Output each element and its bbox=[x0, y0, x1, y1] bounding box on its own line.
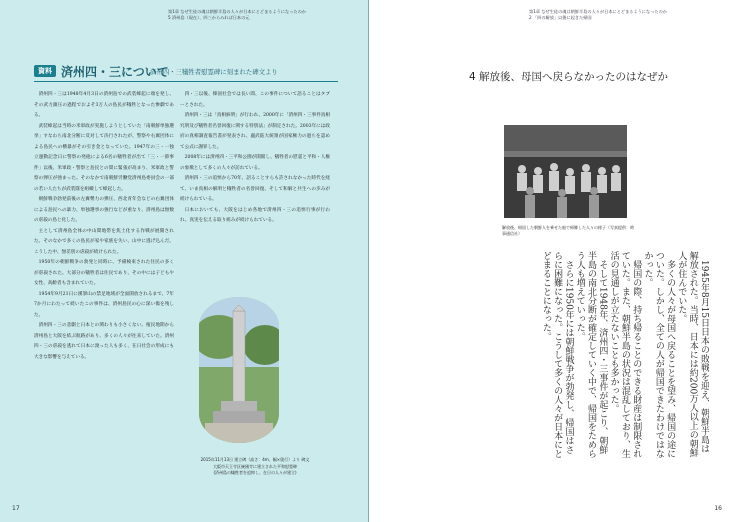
right-column-text bbox=[180, 90, 330, 290]
right-page bbox=[369, 0, 736, 522]
repatriation-photo bbox=[504, 125, 627, 218]
paragraph: 日本においても、大阪をはじめ各地で済州四・三の追悼行事が行われ、真実を伝える取り組みが続けられている。 bbox=[180, 207, 330, 223]
repatriation-illustration bbox=[504, 125, 627, 218]
paragraph: 1954年9月21日に漢拏山の禁足地域が全面開放されるまで、7年7か月にわたって続いたこの事件は、済州島民の心に深い傷を残した。 bbox=[34, 291, 174, 318]
paragraph: 1945年8月15日日本の敗戦を迎え、朝鮮半島は解放された。当時、日本には約200万人以上の朝鮮人が住んでいた。 bbox=[676, 251, 709, 458]
paragraph: 武装蜂起は当時の米軍政が実施しようとしていた「南朝鮮単独選挙」すなわち南北分断に反対して決行されたが、警察や右翼団体による島民への横暴がその引き金となっていた。1947年の三・一独立運動記念日に警察の発砲による6名の犠牲者が出て「三・一節事件」以後、米軍政・警察と島民との間に緊張が高まり、米軍政と警察の弾圧が強まった。そのなかで南朝鮮労働党済州島委員会の一部の若い人たちが武装隊を組織して蜂起した。 bbox=[34, 123, 174, 192]
section-tag-badge: 資料 bbox=[34, 65, 56, 77]
paragraph: 主として済州島全体の中山間地帯を焦土化する作戦が展開された。そのなかで多くの島民が家や家族を失い、山中に逃げ込んだ。こうした中、無差別の虐殺が続けられた。 bbox=[34, 228, 174, 255]
section-title: 4 解放後、母国へ戻らなかったのはなぜか bbox=[469, 71, 669, 83]
right-running-head-line2: 2 「四の解放」以後に起きた帰国 bbox=[529, 15, 592, 20]
right-page-number: 16 bbox=[714, 505, 722, 512]
paragraph: 1950年の朝鮮戦争の勃発と同時に、予備検束された住民の多くが虐殺された。大部分の犠牲者は住民であり、その中には子どもや女性、高齢者も含まれていた。 bbox=[34, 260, 174, 286]
section-title: 済州四・三について bbox=[61, 65, 169, 79]
paragraph: 済州四・三の追悼から70年、語ることすらも許されなかった時代を経て、いま真相の解明と犠牲者の名誉回復、そして和解と共生への歩みが続けられている。 bbox=[180, 176, 330, 202]
paragraph: 済州四・三は「真相糾明」が行われ、2000年に「済州四・三事件真相究明及び犠牲者名誉回復に関する特別法」が制定された。2003年には政府の真相調査報告書が発表され、盧武鉉大統領が国家権力の過ちを認めて公式に謝罪した。 bbox=[180, 113, 330, 150]
memorial-photo bbox=[199, 297, 279, 443]
repatriation-photo-caption: 解放後、帰国した朝鮮人を乗せた船で帰郷した人々の様子（写真提供：時事通信社） bbox=[502, 225, 634, 236]
paragraph: 朝鮮戦争勃発前後の左翼勢力の弾圧、西北青年会などの右翼団体による島民への暴力、単独選挙の強行などが重なり、済州島は無数の虐殺の島と化した。 bbox=[34, 197, 174, 223]
paragraph: 帰国の際、持ち帰ることのできる財産は制限されていた。また、朝鮮半島の状況は混乱しており、生活の見通しが立たないことも多かった。 bbox=[608, 251, 642, 458]
paragraph: 済州四・三の悲劇と日本との関わりも小さくない。植民地期から済州島と大阪を結ぶ航路があり、多くの人々が往来していた。済州四・三の虐殺を逃れて日本に渡った人も多く、在日社会の形成にも大きな影響を与えている。 bbox=[34, 323, 174, 360]
caption-line: (済州島の犠牲者を追悼し、在日の人々が建立) bbox=[213, 470, 297, 475]
caption-line: 大阪市天王寺区統國寺に建立された平和慰霊碑 bbox=[213, 463, 297, 469]
left-column-text bbox=[34, 90, 174, 510]
paragraph: そして1948年、済州四・三事件が起こり、朝鮮半島の南北分断が確定していく中で、帰国をためらう人も増えていった。 bbox=[574, 251, 608, 458]
right-running-head bbox=[529, 9, 667, 21]
left-running-head bbox=[168, 9, 306, 21]
paragraph: さらに1950年には朝鮮戦争が勃発し、帰国はさらに困難になった。こうして多くの人々が日本にとどまることになった。 bbox=[540, 251, 574, 458]
caption-line: 2015年11月13日 建立碑（高さ：4m、幅×奥行）より 碑文 bbox=[200, 457, 310, 462]
left-page-number: 17 bbox=[12, 505, 20, 512]
memorial-photo-caption bbox=[185, 457, 325, 477]
section-subtitle: 済州四・三犠牲者慰霊碑に刻まれた碑文より bbox=[150, 68, 278, 76]
right-running-head-line1: 第1章 なぜ生徒の魂は朝鮮半島の人々が日本にとどまるようになったのか bbox=[529, 9, 667, 14]
left-running-head-line1: 第1章 なぜ生徒の魂は朝鮮半島の人々が日本にとどまるようになったのか bbox=[168, 9, 306, 14]
paragraph: 済州四・三は1948年4月3日の済州島での武装蜂起に端を発し、その武力鎮圧の過程でおよそ3万人の島民が犠牲となった惨劇である。 bbox=[34, 92, 174, 118]
paragraph: 2008年には済州四・三平和公園が開館し、犠牲者の慰霊と平和・人権の象徴として多くの人々が訪れている。 bbox=[180, 155, 330, 171]
memorial-illustration bbox=[199, 297, 279, 443]
heading-rule bbox=[34, 81, 338, 82]
left-running-head-line2: 5 済州島（現在）、四三からみれば日本の元 bbox=[168, 15, 250, 20]
paragraph: 多くの人々が母国へ戻ることを望み、帰国の途についた。しかし、全ての人が帰国できたわけではなかった。 bbox=[642, 251, 676, 458]
paragraph: 四・三以後、韓国社会では長い間、この事件について語ることはタブーとされた。 bbox=[180, 92, 330, 108]
section-heading bbox=[34, 64, 344, 80]
vertical-body-text bbox=[441, 251, 709, 459]
